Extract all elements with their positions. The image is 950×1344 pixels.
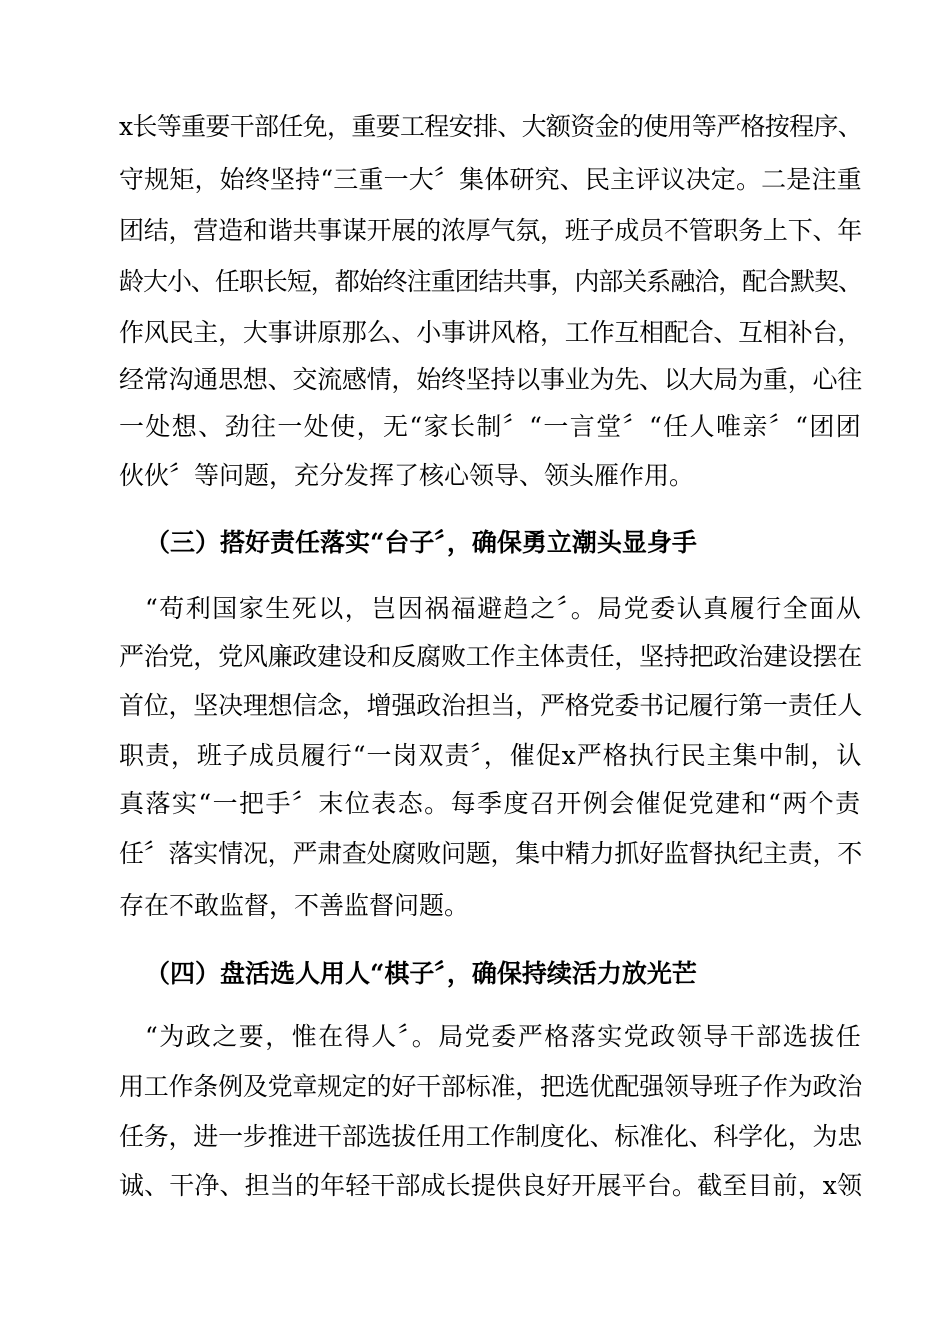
- paragraph-2-line: 存在不敢监督，不善监督问题。: [119, 891, 470, 920]
- paragraph-1-line: 一处想、劲往一处使，无“家长制〞“一言堂〞“任人唯亲〞“团团: [119, 412, 863, 441]
- paragraph-2-line: 严治党，党风廉政建设和反腐败工作主体责任，坚持把政治建设摆在: [119, 642, 863, 671]
- paragraph-1-line: x长等重要干部任免，重要工程安排、大额资金的使用等严格按程序、: [119, 112, 863, 141]
- paragraph-1-line: 龄大小、任职长短，都始终注重团结共事，内部关系融洽，配合默契、: [119, 267, 863, 296]
- paragraph-2-line: 首位，坚决理想信念，增强政治担当，严格党委书记履行第一责任人: [119, 691, 863, 720]
- paragraph-3-line: 任务，进一步推进干部选拔任用工作制度化、标准化、科学化，为忠: [119, 1122, 863, 1151]
- paragraph-1-line: 伙伙〞等问题，充分发挥了核心领导、领头雁作用。: [119, 461, 695, 490]
- paragraph-3-line: “为政之要，惟在得人〞。局党委严格落实党政领导干部选拔任: [145, 1022, 863, 1051]
- paragraph-1-line: 经常沟通思想、交流感情，始终坚持以事业为先、以大局为重，心往: [119, 365, 863, 394]
- paragraph-1-line: 作风民主，大事讲原那么、小事讲风格，工作互相配合、互相补台，: [119, 318, 863, 347]
- paragraph-1-line: 守规矩，始终坚持“三重一大〞集体研究、民主评议决定。二是注重: [119, 165, 862, 194]
- section-heading-4: （四）盘活选人用人“棋子〞，确保持续活力放光芒: [145, 959, 697, 988]
- paragraph-3-line: 诚、干净、担当的年轻干部成长提供良好开展平台。截至目前，x领: [119, 1171, 863, 1200]
- paragraph-2-line: 真落实“一把手〞末位表态。每季度召开例会催促党建和“两个责: [119, 789, 862, 818]
- section-heading-3: （三）搭好责任落实“台子〞，确保勇立潮头显身手: [145, 528, 697, 557]
- paragraph-2-line: “苟利国家生死以，岂因祸福避趋之〞。局党委认真履行全面从: [145, 594, 863, 623]
- paragraph-1-line: 团结，营造和谐共事谋开展的浓厚气氛，班子成员不管职务上下、年: [119, 216, 863, 245]
- paragraph-2-line: 职责，班子成员履行“一岗双责〞，催促x严格执行民主集中制，认: [119, 741, 863, 770]
- paragraph-3-line: 用工作条例及党章规定的好干部标准，把选优配强领导班子作为政治: [119, 1072, 863, 1101]
- paragraph-2-line: 任〞落实情况，严肃查处腐败问题，集中精力抓好监督执纪主责，不: [119, 839, 863, 868]
